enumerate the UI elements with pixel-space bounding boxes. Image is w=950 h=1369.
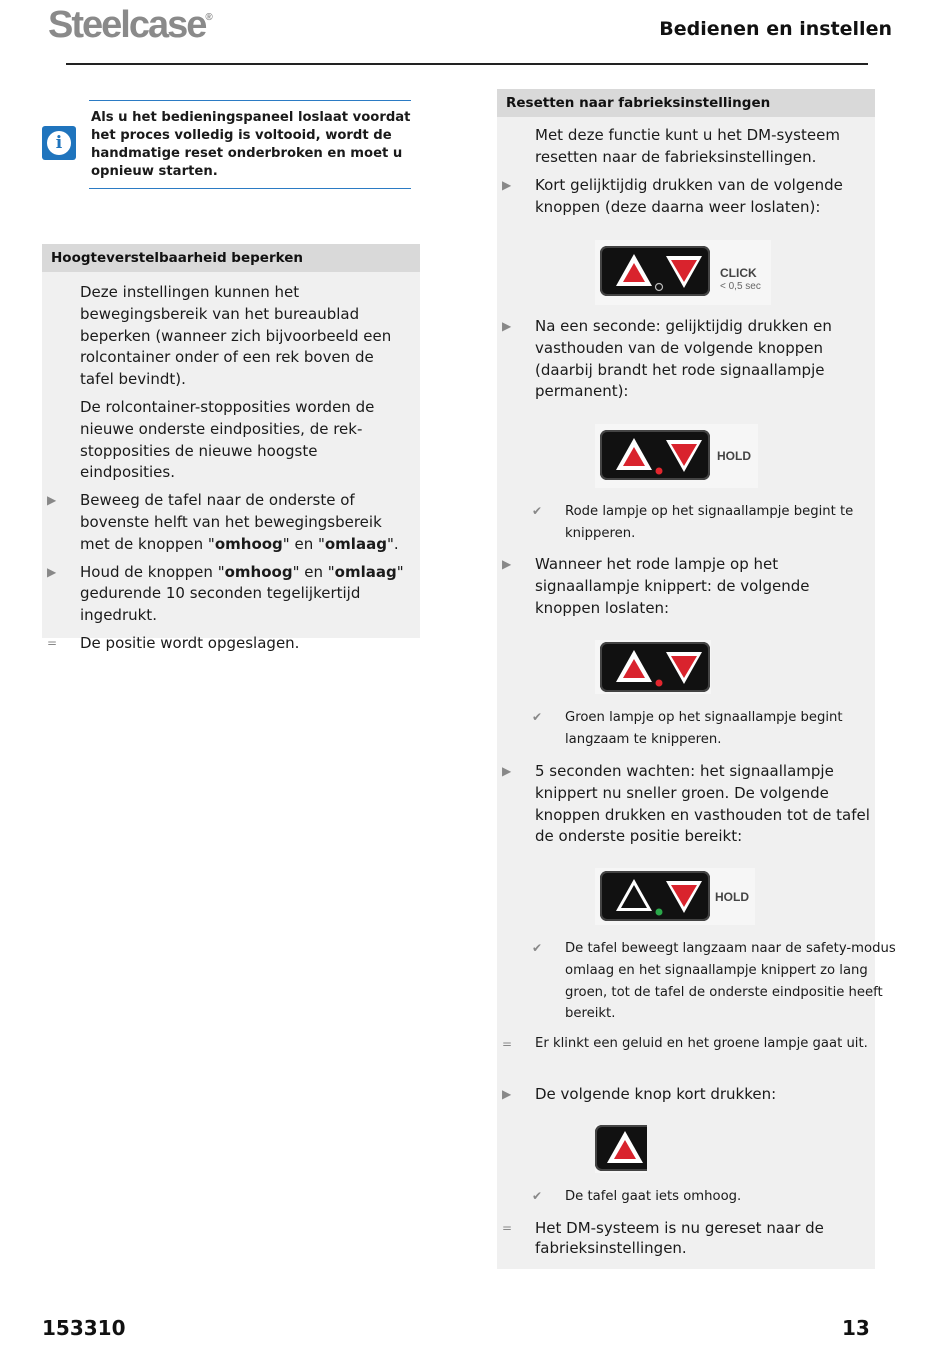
control-panel-click-image: [595, 240, 771, 305]
page-number: 13: [842, 1316, 870, 1340]
click-label: CLICK: [720, 266, 757, 280]
info-icon: i: [42, 126, 76, 160]
checkmark-icon: ✔: [532, 1189, 543, 1203]
step-item: ▶ 5 seconden wachten: het signaallampje knippert nu sneller groen. De volgende knoppen drukken en vasthouden tot de tafel de onderste positie bereikt:: [502, 762, 870, 846]
step-item: ▶ Wanneer het rode lampje op het signaallampje knippert: de volgende knoppen loslaten:: [502, 555, 810, 617]
paragraph: De rolcontainer-stopposities worden de nieuwe onderste eindposities, de rek-stopposities de nieuwe hoogste eindposities.: [80, 397, 375, 482]
height-limit-panel: [42, 244, 420, 652]
signal-lamp-red-icon: [656, 468, 663, 475]
checkmark-icon: ✔: [532, 504, 543, 518]
page-section-title: Bedienen en instellen: [659, 18, 892, 40]
control-panel-release-image: [595, 640, 711, 694]
step-item: ▶ De volgende knop kort drukken:: [497, 1084, 875, 1106]
paragraph: Met deze functie kunt u het DM-systeem resetten naar de fabrieksinstellingen.: [535, 126, 840, 166]
check-item: ✔ De tafel gaat iets omhoog.: [527, 1186, 903, 1208]
checkmark-icon: ✔: [532, 710, 543, 724]
step-arrow-icon: ▶: [47, 493, 57, 508]
step-arrow-icon: ▶: [502, 1087, 512, 1101]
control-panel-up-button-image: [595, 1125, 647, 1173]
result-item: = Het DM-systeem is nu gereset naar de fabrieksinstellingen.: [502, 1219, 824, 1257]
control-panel-hold-green-image: [595, 868, 755, 925]
result-equals-icon: =: [502, 1037, 513, 1051]
paragraph: Deze instellingen kunnen het bewegingsbereik van het bureaublad beperken (wanneer zich bijvoorbeeld een rolcontainer onder of een rek boven de tafel bevindt).: [80, 283, 392, 389]
step-arrow-icon: ▶: [502, 319, 512, 333]
panel-title: Resetten naar fabrieksinstellingen: [497, 89, 875, 117]
click-duration-label: < 0,5 sec: [720, 281, 761, 292]
hold-label: HOLD: [717, 449, 751, 463]
header-divider: [66, 63, 868, 65]
control-unit: [600, 246, 710, 296]
result-equals-icon: =: [47, 635, 58, 650]
control-unit: [600, 642, 710, 692]
factory-reset-panel: [497, 89, 896, 1269]
step-arrow-icon: ▶: [47, 564, 57, 579]
step-arrow-icon: ▶: [502, 178, 512, 192]
result-item: = De positie wordt opgeslagen.: [42, 633, 410, 655]
document-number: 153310: [42, 1316, 126, 1340]
check-item: ✔ De tafel beweegt langzaam naar de safety-modus omlaag en het signaallampje knippert zo lang groen, tot de tafel de onderste eindpositie heeft bereikt.: [527, 938, 905, 1025]
steelcase-logo: Steelcase®: [48, 4, 213, 46]
step-item: ▶ Kort gelijktijdig drukken van de volgende knoppen (deze daarna weer loslaten):: [502, 176, 843, 216]
step-arrow-icon: ▶: [502, 764, 512, 778]
control-unit: [600, 871, 710, 921]
signal-lamp-off-icon: [656, 284, 663, 291]
result-item: = Er klinkt een geluid en het groene lampje gaat uit.: [502, 1036, 868, 1051]
signal-lamp-green-icon: [656, 909, 663, 916]
step-item: ▶ Na een seconde: gelijktijdig drukken en vasthouden van de volgende knoppen (daarbij brandt het rode signaallampje permanent):: [502, 317, 832, 401]
control-panel-hold-red-image: [595, 424, 758, 488]
check-item: ✔ Groen lampje op het signaallampje begint langzaam te knipperen.: [527, 707, 903, 751]
checkmark-icon: ✔: [532, 941, 543, 955]
panel-title: Hoogteverstelbaarheid beperken: [42, 244, 420, 272]
signal-lamp-red-icon: [656, 680, 663, 687]
control-unit: [600, 430, 710, 480]
control-unit: [595, 1125, 647, 1171]
result-equals-icon: =: [502, 1221, 513, 1235]
check-item: ✔ Rode lampje op het signaallampje begint te knipperen.: [527, 501, 903, 545]
step-item: ▶ Beweeg de tafel naar de onderste of bovenste helft van het bewegingsbereik met de knoppen "omhoog" en "omlaag".: [47, 491, 399, 553]
step-arrow-icon: ▶: [502, 557, 512, 571]
step-item: ▶ Houd de knoppen "omhoog" en "omlaag" gedurende 10 seconden tegelijkertijd ingedrukt.: [47, 562, 404, 625]
info-note-text: Als u het bedieningspaneel loslaat voordat het proces volledig is voltooid, wordt de handmatige reset onderbroken en moet u opnieuw starten.: [89, 100, 411, 189]
hold-label: HOLD: [715, 890, 749, 904]
